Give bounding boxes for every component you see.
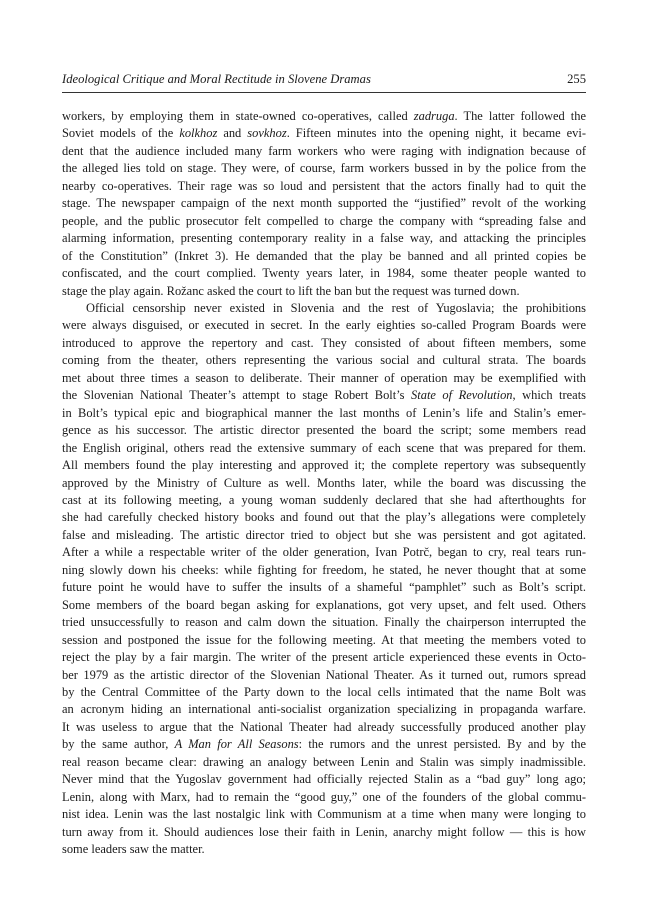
text-run: she had carefully checked history books and found out that the play’s allegations were completely [62,510,586,525]
italic-term: A Man for All Seasons [174,737,299,752]
text-line [62,230,586,247]
text-run: by the Central Committee of the Party down to the local cells intimated that the name Bolt was [62,684,586,699]
text-run: the English original, others read the extensive summary of each scene that was prepared for them. [62,440,586,455]
italic-term: State of Revolution [411,388,513,403]
text-run: future point he would have to suffer the insults of a shameful “pamphlet” such as Bolt’s script. [62,580,586,595]
paragraph [62,300,586,859]
text-run: workers, by employing them in state-owned co-operatives, called [62,109,414,123]
text-line [62,317,586,334]
text-run: It was useless to argue that the National Theater had already successfully produced another play [62,719,586,734]
text-line [62,195,586,212]
text-run: approved by the Ministry of Culture as well. Months later, while the board was discussing the [62,475,586,490]
text-line [62,544,586,561]
text-run: an acronym hiding an international anti-socialist organization specializing in propaganda warfare. [62,702,586,717]
text-run: , which treats [512,388,586,403]
text-run: reject the play by a fair margin. The writer of the present article experienced these events in Octo- [62,650,586,665]
italic-term: sovkhoz [247,126,287,141]
text-line [62,701,586,718]
running-header [62,70,586,88]
text-line [62,736,586,753]
text-line [62,492,586,509]
text-run: the Slovenian National Theater’s attempt to stage Robert Bolt’s [62,388,412,403]
text-line [62,335,586,352]
text-line [62,457,586,474]
text-line [62,806,586,823]
text-run: people, and the public prosecutor felt compelled to charge the company with “spreading false and [62,213,586,228]
text-line [62,125,586,142]
text-run: ber 1979 as the artistic director of the Slovenian National Theater. As it turned out, rumors spread [62,667,586,682]
text-run: and [217,126,248,141]
text-line [62,143,586,160]
text-run: confiscated, and the court complied. Twenty years later, in 1984, some theater people wanted to [62,266,586,281]
text-line [62,754,586,771]
text-line [62,422,586,439]
text-line [62,300,586,317]
text-line [62,370,586,387]
text-run: nist idea. Lenin was the last nostalgic link with Communism at a time when many were longing to [62,807,586,822]
text-line [62,841,586,858]
text-line [62,265,586,282]
text-line [62,579,586,596]
text-run: cast at its following meeting, a young woman suddenly declared that she had afterthoughts for [62,492,586,507]
text-line [62,160,586,177]
text-line [62,108,586,125]
text-run: Soviet models of the [62,126,180,141]
page-number: 255 [567,72,586,86]
text-run: Some members of the board began asking for explanations, got very upset, and felt used. Others [62,597,586,612]
text-run: All members found the play interesting and approved it; the complete repertory was subsequently [62,458,586,473]
text-run: false and misleading. The artistic director tried to object but she was persistent and got agitated. [62,527,586,542]
text-line [62,719,586,736]
body-text [62,108,586,858]
text-run: Never mind that the Yugoslav government had officially rejected Stalin as a “bad guy” long ago; [62,772,586,787]
text-line [62,283,586,300]
text-run: Official censorship never existed in Slovenia and the rest of Yugoslavia; the prohibitions [86,300,586,315]
text-run: After a while a respectable writer of the older generation, Ivan Potrč, began to cry, real tears run- [62,545,586,560]
text-run: gence as his successor. The artistic director presented the board the script; some members read [62,423,586,438]
text-run: Lenin, along with Marx, had to remain the “good guy,” one of the founders of the global commu- [62,789,586,804]
text-line [62,387,586,404]
text-run: some leaders saw the matter. [62,842,205,857]
text-run: dent that the audience included many farm workers who were raging with indignation because of [62,143,586,158]
text-run: met about three times a season to deliberate. Their manner of operation may be exemplified with [62,370,586,385]
text-line [62,824,586,841]
text-run: . The latter followed the [454,109,586,123]
text-line [62,475,586,492]
text-line [62,614,586,631]
text-line [62,789,586,806]
text-run: stage. The newspaper campaign of the next month supported the “justified” revolt of the working [62,196,586,211]
text-run: introduced to approve the repertory and cast. They consisted of about fifteen members, some [62,335,586,350]
text-line [62,352,586,369]
text-run: the alleged lies told on stage. They were, of course, farm workers bussed in by the police from the [62,161,586,176]
text-line [62,509,586,526]
text-line [62,771,586,788]
text-run: . Fifteen minutes into the opening night, it became evi- [286,126,586,141]
text-run: were always disguised, or executed in secret. In the early eighties so-called Program Boards were [62,318,586,333]
text-line [62,248,586,265]
text-run: by the same author, [62,737,175,752]
italic-term: kolkhoz [179,126,218,141]
text-run: ning slowly down his cheeks: while fighting for freedom, he stated, he never thought that at some [62,562,586,577]
text-run: real reason became clear: drawing an analogy between Lenin and Stalin was simply inadmissible. [62,754,586,769]
text-line [62,527,586,544]
text-line [62,405,586,422]
text-line [62,440,586,457]
header-rule [62,92,586,93]
text-run: alarming information, presenting contemporary reality in a false way, and attacking the principles [62,231,586,246]
text-run: tried unsuccessfully to reason and calm down the situation. Finally the chairperson interrupted the [62,615,586,630]
text-run: coming from the theater, others representing the various social and cultural strata. The boards [62,353,586,368]
text-run: session and postponed the issue for the following meeting. At that meeting the members voted to [62,632,586,647]
text-run: nearby co-operatives. Their rage was so loud and persistent that the actors finally had to quit the [62,178,586,193]
text-line [62,667,586,684]
text-run: turn away from it. Should audiences lose their faith in Lenin, anarchy might follow — this is how [62,824,586,839]
text-run: : the rumors and the unrest persisted. By and by the [298,737,587,752]
text-run: in Bolt’s typical epic and biographical manner the last months of Lenin’s life and Stalin’s emer- [62,405,586,420]
text-line [62,649,586,666]
running-title: Ideological Critique and Moral Rectitude in Slovene Dramas [62,72,371,86]
text-line [62,684,586,701]
italic-term: zadruga [413,109,455,123]
text-line [62,178,586,195]
text-line [62,597,586,614]
text-line [62,213,586,230]
text-line [62,562,586,579]
text-line [62,632,586,649]
text-run: of the Constitution” (Inkret 3). He demanded that the play be banned and all printed copies be [62,248,586,263]
paragraph [62,108,586,300]
text-run: stage the play again. Rožanc asked the court to lift the ban but the request was turned down. [62,283,520,298]
